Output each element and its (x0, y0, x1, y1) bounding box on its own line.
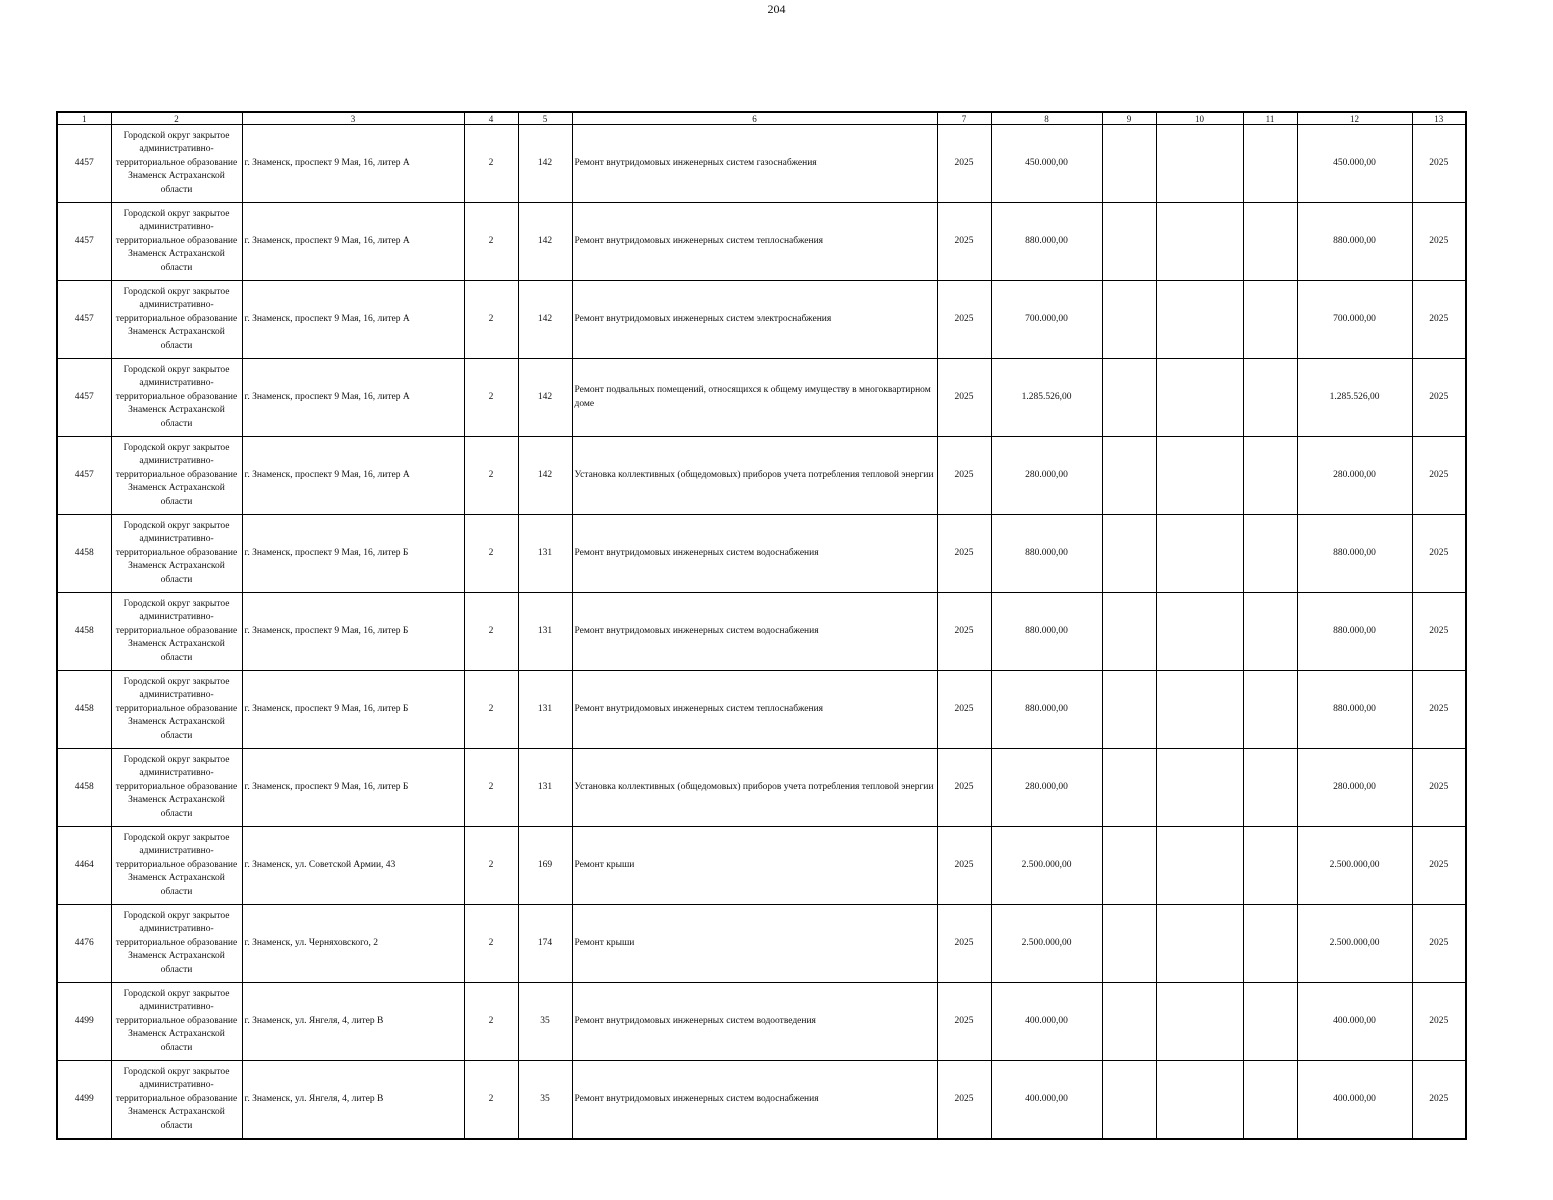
table-row (57, 593, 1466, 671)
column-4-cell: 2 (464, 203, 518, 281)
table-row (57, 827, 1466, 905)
completion-year-cell: 2025 (1412, 905, 1466, 983)
year-cell: 2025 (937, 593, 991, 671)
address-cell: г. Знаменск, проспект 9 Мая, 16, литер Б (242, 593, 464, 671)
column-10-cell (1156, 515, 1243, 593)
cost-cell: 450.000,00 (991, 125, 1102, 203)
column-11-cell (1243, 905, 1297, 983)
page-number: 204 (767, 2, 786, 16)
total-cost-cell: 2.500.000,00 (1297, 827, 1412, 905)
total-cost-cell: 880.000,00 (1297, 515, 1412, 593)
cost-cell: 880.000,00 (991, 671, 1102, 749)
column-9-cell (1102, 905, 1156, 983)
municipality-cell: Городской округ закрытое административно-территориальное образование Знаменск Астраханской области (111, 437, 242, 515)
total-cost-cell: 880.000,00 (1297, 593, 1412, 671)
column-5-cell: 169 (518, 827, 572, 905)
address-cell: г. Знаменск, ул. Янгеля, 4, литер В (242, 983, 464, 1061)
object-number-cell: 4457 (57, 437, 111, 515)
column-10-cell (1156, 125, 1243, 203)
column-9-cell (1102, 437, 1156, 515)
column-4-cell: 2 (464, 905, 518, 983)
work-type-cell: Ремонт внутридомовых инженерных систем водоотведения (572, 983, 937, 1061)
column-10-cell (1156, 437, 1243, 515)
completion-year-cell: 2025 (1412, 671, 1466, 749)
year-cell: 2025 (937, 827, 991, 905)
address-cell: г. Знаменск, ул. Советской Армии, 43 (242, 827, 464, 905)
column-10-cell (1156, 1061, 1243, 1139)
cost-cell: 400.000,00 (991, 983, 1102, 1061)
object-number-cell: 4458 (57, 515, 111, 593)
completion-year-cell: 2025 (1412, 827, 1466, 905)
year-cell: 2025 (937, 1061, 991, 1139)
column-5-cell: 35 (518, 983, 572, 1061)
column-4-cell: 2 (464, 749, 518, 827)
column-9-cell (1102, 515, 1156, 593)
municipality-cell: Городской округ закрытое административно-территориальное образование Знаменск Астраханской области (111, 1061, 242, 1139)
column-header-8: 8 (991, 112, 1102, 125)
table-row (57, 905, 1466, 983)
column-header-12: 12 (1297, 112, 1412, 125)
column-4-cell: 2 (464, 437, 518, 515)
work-type-cell: Ремонт внутридомовых инженерных систем водоснабжения (572, 515, 937, 593)
cost-cell: 2.500.000,00 (991, 905, 1102, 983)
column-10-cell (1156, 827, 1243, 905)
column-11-cell (1243, 203, 1297, 281)
column-header-1: 1 (57, 112, 111, 125)
table-body (57, 125, 1466, 1139)
column-header-13: 13 (1412, 112, 1466, 125)
cost-cell: 880.000,00 (991, 515, 1102, 593)
year-cell: 2025 (937, 749, 991, 827)
municipality-cell: Городской округ закрытое административно-территориальное образование Знаменск Астраханской области (111, 983, 242, 1061)
municipality-cell: Городской округ закрытое административно-территориальное образование Знаменск Астраханской области (111, 671, 242, 749)
municipality-cell: Городской округ закрытое административно-территориальное образование Знаменск Астраханской области (111, 749, 242, 827)
column-header-11: 11 (1243, 112, 1297, 125)
work-type-cell: Ремонт внутридомовых инженерных систем водоснабжения (572, 593, 937, 671)
municipality-cell: Городской округ закрытое административно-территориальное образование Знаменск Астраханской области (111, 281, 242, 359)
object-number-cell: 4476 (57, 905, 111, 983)
column-9-cell (1102, 827, 1156, 905)
column-header-3: 3 (242, 112, 464, 125)
table-row (57, 281, 1466, 359)
table-row (57, 437, 1466, 515)
column-5-cell: 131 (518, 593, 572, 671)
column-11-cell (1243, 281, 1297, 359)
work-type-cell: Ремонт внутридомовых инженерных систем теплоснабжения (572, 671, 937, 749)
object-number-cell: 4457 (57, 359, 111, 437)
column-5-cell: 142 (518, 359, 572, 437)
column-5-cell: 142 (518, 281, 572, 359)
year-cell: 2025 (937, 671, 991, 749)
object-number-cell: 4458 (57, 749, 111, 827)
column-9-cell (1102, 593, 1156, 671)
object-number-cell: 4464 (57, 827, 111, 905)
column-10-cell (1156, 203, 1243, 281)
column-5-cell: 35 (518, 1061, 572, 1139)
total-cost-cell: 450.000,00 (1297, 125, 1412, 203)
year-cell: 2025 (937, 983, 991, 1061)
municipality-cell: Городской округ закрытое административно-территориальное образование Знаменск Астраханской области (111, 905, 242, 983)
column-10-cell (1156, 671, 1243, 749)
completion-year-cell: 2025 (1412, 359, 1466, 437)
address-cell: г. Знаменск, проспект 9 Мая, 16, литер Б (242, 749, 464, 827)
address-cell: г. Знаменск, проспект 9 Мая, 16, литер А (242, 437, 464, 515)
completion-year-cell: 2025 (1412, 983, 1466, 1061)
column-header-9: 9 (1102, 112, 1156, 125)
work-type-cell: Установка коллективных (общедомовых) приборов учета потребления тепловой энергии (572, 437, 937, 515)
table-row (57, 671, 1466, 749)
column-number-row (57, 112, 1466, 125)
address-cell: г. Знаменск, проспект 9 Мая, 16, литер Б (242, 515, 464, 593)
table-row (57, 125, 1466, 203)
municipality-cell: Городской округ закрытое административно-территориальное образование Знаменск Астраханской области (111, 593, 242, 671)
column-10-cell (1156, 281, 1243, 359)
column-5-cell: 131 (518, 515, 572, 593)
municipality-cell: Городской округ закрытое административно-территориальное образование Знаменск Астраханской области (111, 125, 242, 203)
column-11-cell (1243, 593, 1297, 671)
column-header-4: 4 (464, 112, 518, 125)
column-9-cell (1102, 671, 1156, 749)
address-cell: г. Знаменск, проспект 9 Мая, 16, литер А (242, 281, 464, 359)
municipality-cell: Городской округ закрытое административно-территориальное образование Знаменск Астраханской области (111, 203, 242, 281)
column-9-cell (1102, 749, 1156, 827)
object-number-cell: 4458 (57, 671, 111, 749)
cost-cell: 2.500.000,00 (991, 827, 1102, 905)
column-11-cell (1243, 671, 1297, 749)
column-header-7: 7 (937, 112, 991, 125)
column-4-cell: 2 (464, 827, 518, 905)
cost-cell: 280.000,00 (991, 437, 1102, 515)
year-cell: 2025 (937, 203, 991, 281)
cost-cell: 280.000,00 (991, 749, 1102, 827)
table-row (57, 983, 1466, 1061)
column-4-cell: 2 (464, 359, 518, 437)
municipality-cell: Городской округ закрытое административно-территориальное образование Знаменск Астраханской области (111, 359, 242, 437)
completion-year-cell: 2025 (1412, 515, 1466, 593)
work-type-cell: Ремонт внутридомовых инженерных систем электроснабжения (572, 281, 937, 359)
cost-cell: 1.285.526,00 (991, 359, 1102, 437)
work-type-cell: Ремонт внутридомовых инженерных систем теплоснабжения (572, 203, 937, 281)
column-4-cell: 2 (464, 125, 518, 203)
column-4-cell: 2 (464, 983, 518, 1061)
completion-year-cell: 2025 (1412, 437, 1466, 515)
column-11-cell (1243, 1061, 1297, 1139)
total-cost-cell: 2.500.000,00 (1297, 905, 1412, 983)
column-header-5: 5 (518, 112, 572, 125)
column-header-2: 2 (111, 112, 242, 125)
total-cost-cell: 280.000,00 (1297, 437, 1412, 515)
cost-cell: 880.000,00 (991, 203, 1102, 281)
column-5-cell: 131 (518, 671, 572, 749)
column-4-cell: 2 (464, 593, 518, 671)
column-11-cell (1243, 359, 1297, 437)
column-9-cell (1102, 1061, 1156, 1139)
column-header-10: 10 (1156, 112, 1243, 125)
work-type-cell: Ремонт внутридомовых инженерных систем газоснабжения (572, 125, 937, 203)
completion-year-cell: 2025 (1412, 125, 1466, 203)
object-number-cell: 4457 (57, 125, 111, 203)
total-cost-cell: 700.000,00 (1297, 281, 1412, 359)
total-cost-cell: 880.000,00 (1297, 671, 1412, 749)
column-5-cell: 142 (518, 203, 572, 281)
work-type-cell: Установка коллективных (общедомовых) приборов учета потребления тепловой энергии (572, 749, 937, 827)
column-4-cell: 2 (464, 1061, 518, 1139)
column-5-cell: 142 (518, 125, 572, 203)
column-10-cell (1156, 593, 1243, 671)
column-4-cell: 2 (464, 671, 518, 749)
column-header-6: 6 (572, 112, 937, 125)
total-cost-cell: 1.285.526,00 (1297, 359, 1412, 437)
address-cell: г. Знаменск, проспект 9 Мая, 16, литер А (242, 359, 464, 437)
completion-year-cell: 2025 (1412, 1061, 1466, 1139)
capital-repair-table (56, 111, 1467, 1140)
address-cell: г. Знаменск, проспект 9 Мая, 16, литер Б (242, 671, 464, 749)
column-10-cell (1156, 359, 1243, 437)
work-type-cell: Ремонт крыши (572, 827, 937, 905)
object-number-cell: 4457 (57, 203, 111, 281)
completion-year-cell: 2025 (1412, 281, 1466, 359)
column-11-cell (1243, 437, 1297, 515)
object-number-cell: 4458 (57, 593, 111, 671)
work-type-cell: Ремонт подвальных помещений, относящихся к общему имуществу в многоквартирном доме (572, 359, 937, 437)
total-cost-cell: 880.000,00 (1297, 203, 1412, 281)
cost-cell: 700.000,00 (991, 281, 1102, 359)
year-cell: 2025 (937, 515, 991, 593)
year-cell: 2025 (937, 905, 991, 983)
column-11-cell (1243, 827, 1297, 905)
column-5-cell: 174 (518, 905, 572, 983)
year-cell: 2025 (937, 125, 991, 203)
table-row (57, 749, 1466, 827)
column-10-cell (1156, 983, 1243, 1061)
column-9-cell (1102, 203, 1156, 281)
column-11-cell (1243, 983, 1297, 1061)
cost-cell: 880.000,00 (991, 593, 1102, 671)
year-cell: 2025 (937, 359, 991, 437)
column-4-cell: 2 (464, 281, 518, 359)
address-cell: г. Знаменск, ул. Черняховского, 2 (242, 905, 464, 983)
object-number-cell: 4457 (57, 281, 111, 359)
total-cost-cell: 400.000,00 (1297, 1061, 1412, 1139)
column-5-cell: 131 (518, 749, 572, 827)
table-row (57, 1061, 1466, 1139)
table-row (57, 359, 1466, 437)
completion-year-cell: 2025 (1412, 749, 1466, 827)
cost-cell: 400.000,00 (991, 1061, 1102, 1139)
column-10-cell (1156, 749, 1243, 827)
column-9-cell (1102, 281, 1156, 359)
address-cell: г. Знаменск, проспект 9 Мая, 16, литер А (242, 203, 464, 281)
completion-year-cell: 2025 (1412, 203, 1466, 281)
total-cost-cell: 280.000,00 (1297, 749, 1412, 827)
total-cost-cell: 400.000,00 (1297, 983, 1412, 1061)
completion-year-cell: 2025 (1412, 593, 1466, 671)
column-5-cell: 142 (518, 437, 572, 515)
year-cell: 2025 (937, 437, 991, 515)
object-number-cell: 4499 (57, 983, 111, 1061)
municipality-cell: Городской округ закрытое административно-территориальное образование Знаменск Астраханской области (111, 827, 242, 905)
column-9-cell (1102, 359, 1156, 437)
column-9-cell (1102, 125, 1156, 203)
column-4-cell: 2 (464, 515, 518, 593)
column-9-cell (1102, 983, 1156, 1061)
year-cell: 2025 (937, 281, 991, 359)
municipality-cell: Городской округ закрытое административно-территориальное образование Знаменск Астраханской области (111, 515, 242, 593)
address-cell: г. Знаменск, ул. Янгеля, 4, литер В (242, 1061, 464, 1139)
address-cell: г. Знаменск, проспект 9 Мая, 16, литер А (242, 125, 464, 203)
table-row (57, 515, 1466, 593)
column-11-cell (1243, 515, 1297, 593)
object-number-cell: 4499 (57, 1061, 111, 1139)
table-row (57, 203, 1466, 281)
work-type-cell: Ремонт крыши (572, 905, 937, 983)
column-11-cell (1243, 749, 1297, 827)
work-type-cell: Ремонт внутридомовых инженерных систем водоснабжения (572, 1061, 937, 1139)
column-10-cell (1156, 905, 1243, 983)
column-11-cell (1243, 125, 1297, 203)
